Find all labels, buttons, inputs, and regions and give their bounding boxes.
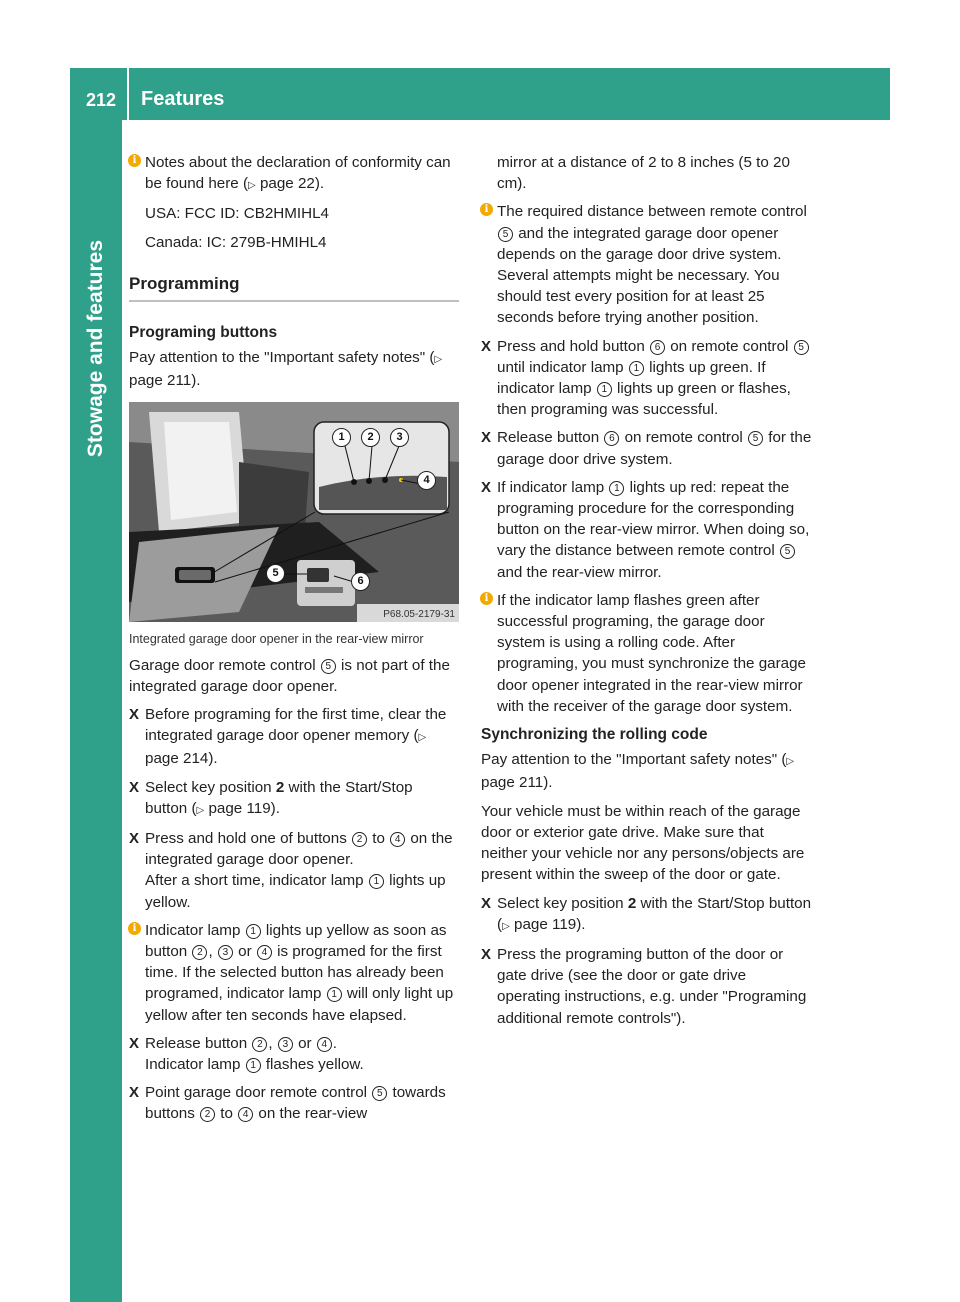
page-ref-icon: ▷ (502, 920, 510, 932)
info-icon: i (480, 203, 493, 216)
paragraph-reach: Your vehicle must be within reach of the garage door or exterior gate drive. Make sure that neither your vehicle nor any persons/objects are present within the sweep of the door or gate. (481, 802, 805, 884)
page-link[interactable]: page 211). (481, 774, 553, 792)
callout-ref-1: 1 (369, 874, 384, 889)
arrow-icon: X (129, 706, 140, 724)
heading-programming: Programming (129, 273, 459, 302)
callout-4: 4 (417, 471, 436, 490)
heading-sync-rolling-code: Synchronizing the rolling code (481, 726, 708, 744)
callout-ref-5: 5 (794, 340, 809, 355)
safety-notes-ref: Pay attention to the "Important safety notes" (▷ page 211). (129, 349, 443, 390)
callout-2: 2 (361, 428, 380, 447)
step-red-lamp: X If indicator lamp 1 lights up red: repeat the programing procedure for the corresponding button on the rear-view mirror. When doing so, vary the distance between remote control 5 and the rear-view mirror. (481, 478, 810, 581)
paragraph-remote: Garage door remote control 5 is not part of the integrated garage door opener. (129, 656, 450, 695)
fcc-id: USA: FCC ID: CB2HMIHL4 (145, 205, 329, 223)
page-ref-icon: ▷ (418, 732, 427, 744)
page-header (70, 68, 890, 120)
callout-ref-2: 2 (192, 945, 207, 960)
info-icon: i (128, 154, 141, 167)
arrow-icon: X (129, 778, 140, 796)
callout-ref-1: 1 (597, 382, 612, 397)
callout-ref-5: 5 (780, 544, 795, 559)
callout-ref-1: 1 (246, 1058, 261, 1073)
side-tab-label: Stowage and features (84, 240, 107, 458)
page-ref-icon: ▷ (786, 756, 795, 768)
callout-1: 1 (332, 428, 351, 447)
mirror-illustration (129, 402, 459, 622)
callout-ref-2: 2 (200, 1107, 215, 1122)
arrow-icon: X (481, 337, 492, 355)
step-key-position-sync: X Select key position 2 with the Start/Stop button (▷ page 119). (481, 894, 812, 933)
step-release: X Release button 2 , 3 or 4 . Indicator lamp 1 flashes yellow. (129, 1034, 364, 1074)
figure-code: P68.05-2179-31 (383, 608, 455, 620)
ic-id: Canada: IC: 279B-HMIHL4 (145, 233, 327, 251)
page-ref-icon: ▷ (248, 180, 256, 192)
safety-notes-ref: Pay attention to the "Important safety notes" (▷ page 211). (481, 751, 795, 792)
page-link[interactable]: page 214). (145, 750, 218, 768)
callout-ref-2: 2 (252, 1037, 267, 1052)
step-release-remote: X Release button 6 on remote control 5 for the garage door drive system. (481, 429, 812, 468)
callout-ref-6: 6 (604, 431, 619, 446)
callout-ref-3: 3 (218, 945, 233, 960)
callout-ref-1: 1 (246, 924, 261, 939)
step-press-remote: X Press and hold button 6 on remote control 5 until indicator lamp 1 lights up green. If indicator lamp 1 lights up green or flashes, then programing was successful. (481, 336, 812, 421)
page-ref-icon: ▷ (196, 804, 205, 816)
arrow-icon: X (481, 945, 492, 963)
page-link[interactable]: page 119). (208, 799, 280, 817)
page-number: 212 (86, 90, 117, 110)
heading-programing-buttons: Programing buttons (129, 324, 278, 342)
info-note-conformity: i Notes about the declaration of conformity can be found here (▷ page 22). (129, 152, 459, 196)
callout-ref-5: 5 (372, 1086, 387, 1101)
info-icon: i (128, 922, 141, 935)
step-key-position: X Select key position 2 with the Start/Stop button (▷ page 119). (129, 778, 413, 817)
callout-5: 5 (266, 564, 285, 583)
callout-ref-1: 1 (609, 481, 624, 496)
callout-3: 3 (390, 428, 409, 447)
callout-ref-2: 2 (352, 832, 367, 847)
step-clear-memory: X Before programing for the first time, clear the integrated garage door opener memory (▷ page 214). (129, 706, 447, 768)
step-point-remote: X Point garage door remote control 5 towards buttons 2 to 4 on the rear-view (129, 1084, 446, 1123)
section-title: Features (141, 88, 225, 110)
page-link[interactable]: page 211). (129, 372, 201, 390)
ref-5: 5 (321, 659, 336, 674)
info-icon: i (480, 592, 493, 605)
info-note-distance: i The required distance between remote control 5 and the integrated garage door opener depends on the garage door drive system. Several attempts might be necessary. You should test every position for at least 25 seconds before trying another position. (481, 201, 812, 328)
mirror-photo (129, 402, 459, 622)
callout-ref-5: 5 (748, 431, 763, 446)
callout-ref-3: 3 (278, 1037, 293, 1052)
callout-ref-4: 4 (317, 1037, 332, 1052)
arrow-icon: X (129, 1084, 140, 1102)
arrow-icon: X (481, 429, 492, 447)
callout-ref-6: 6 (650, 340, 665, 355)
arrow-icon: X (481, 478, 492, 496)
arrow-icon: X (129, 1034, 140, 1052)
side-tab-footer (70, 1232, 122, 1282)
page-ref-icon: ▷ (434, 354, 443, 366)
page-link[interactable]: page 119). (514, 915, 586, 933)
arrow-icon: X (129, 830, 140, 848)
step-point-remote-continued: mirror at a distance of 2 to 8 inches (5 to 20 cm). (497, 154, 790, 193)
info-note-indicator: i Indicator lamp 1 lights up yellow as soon as button 2 , 3 or 4 is programed for the first time. If the selected button has already been programed, indicator lamp 1 will only light up yellow after ten seconds have elapsed. (129, 920, 459, 1026)
callout-ref-4: 4 (257, 945, 272, 960)
step-press-hold: X Press and hold one of buttons 2 to 4 on the integrated garage door opener. After a short time, indicator lamp 1 lights up yellow. (129, 830, 453, 911)
arrow-icon: X (481, 894, 492, 912)
info-note-rolling-code: i If the indicator lamp flashes green after successful programing, the garage door system is using a rolling code. After programing, you must synchronize the garage door opener integrated in the rear-view mirror with the receiver of the garage door system. (481, 590, 812, 717)
callout-ref-1: 1 (327, 987, 342, 1002)
figure-caption: Integrated garage door opener in the rear-view mirror (129, 631, 424, 646)
header-divider (127, 68, 129, 120)
callout-ref-4: 4 (390, 832, 405, 847)
callout-ref-4: 4 (238, 1107, 253, 1122)
page-link[interactable]: page 22). (259, 175, 325, 193)
callout-6: 6 (351, 572, 370, 591)
callout-ref-1: 1 (629, 361, 644, 376)
right-column (481, 152, 812, 1036)
left-column (129, 152, 459, 1132)
callout-ref-5: 5 (498, 227, 513, 242)
step-press-programing-button: X Press the programing button of the door or gate drive (see the door or gate drive operating instructions, e.g. under "Programing additional remote controls"). (481, 945, 807, 1027)
